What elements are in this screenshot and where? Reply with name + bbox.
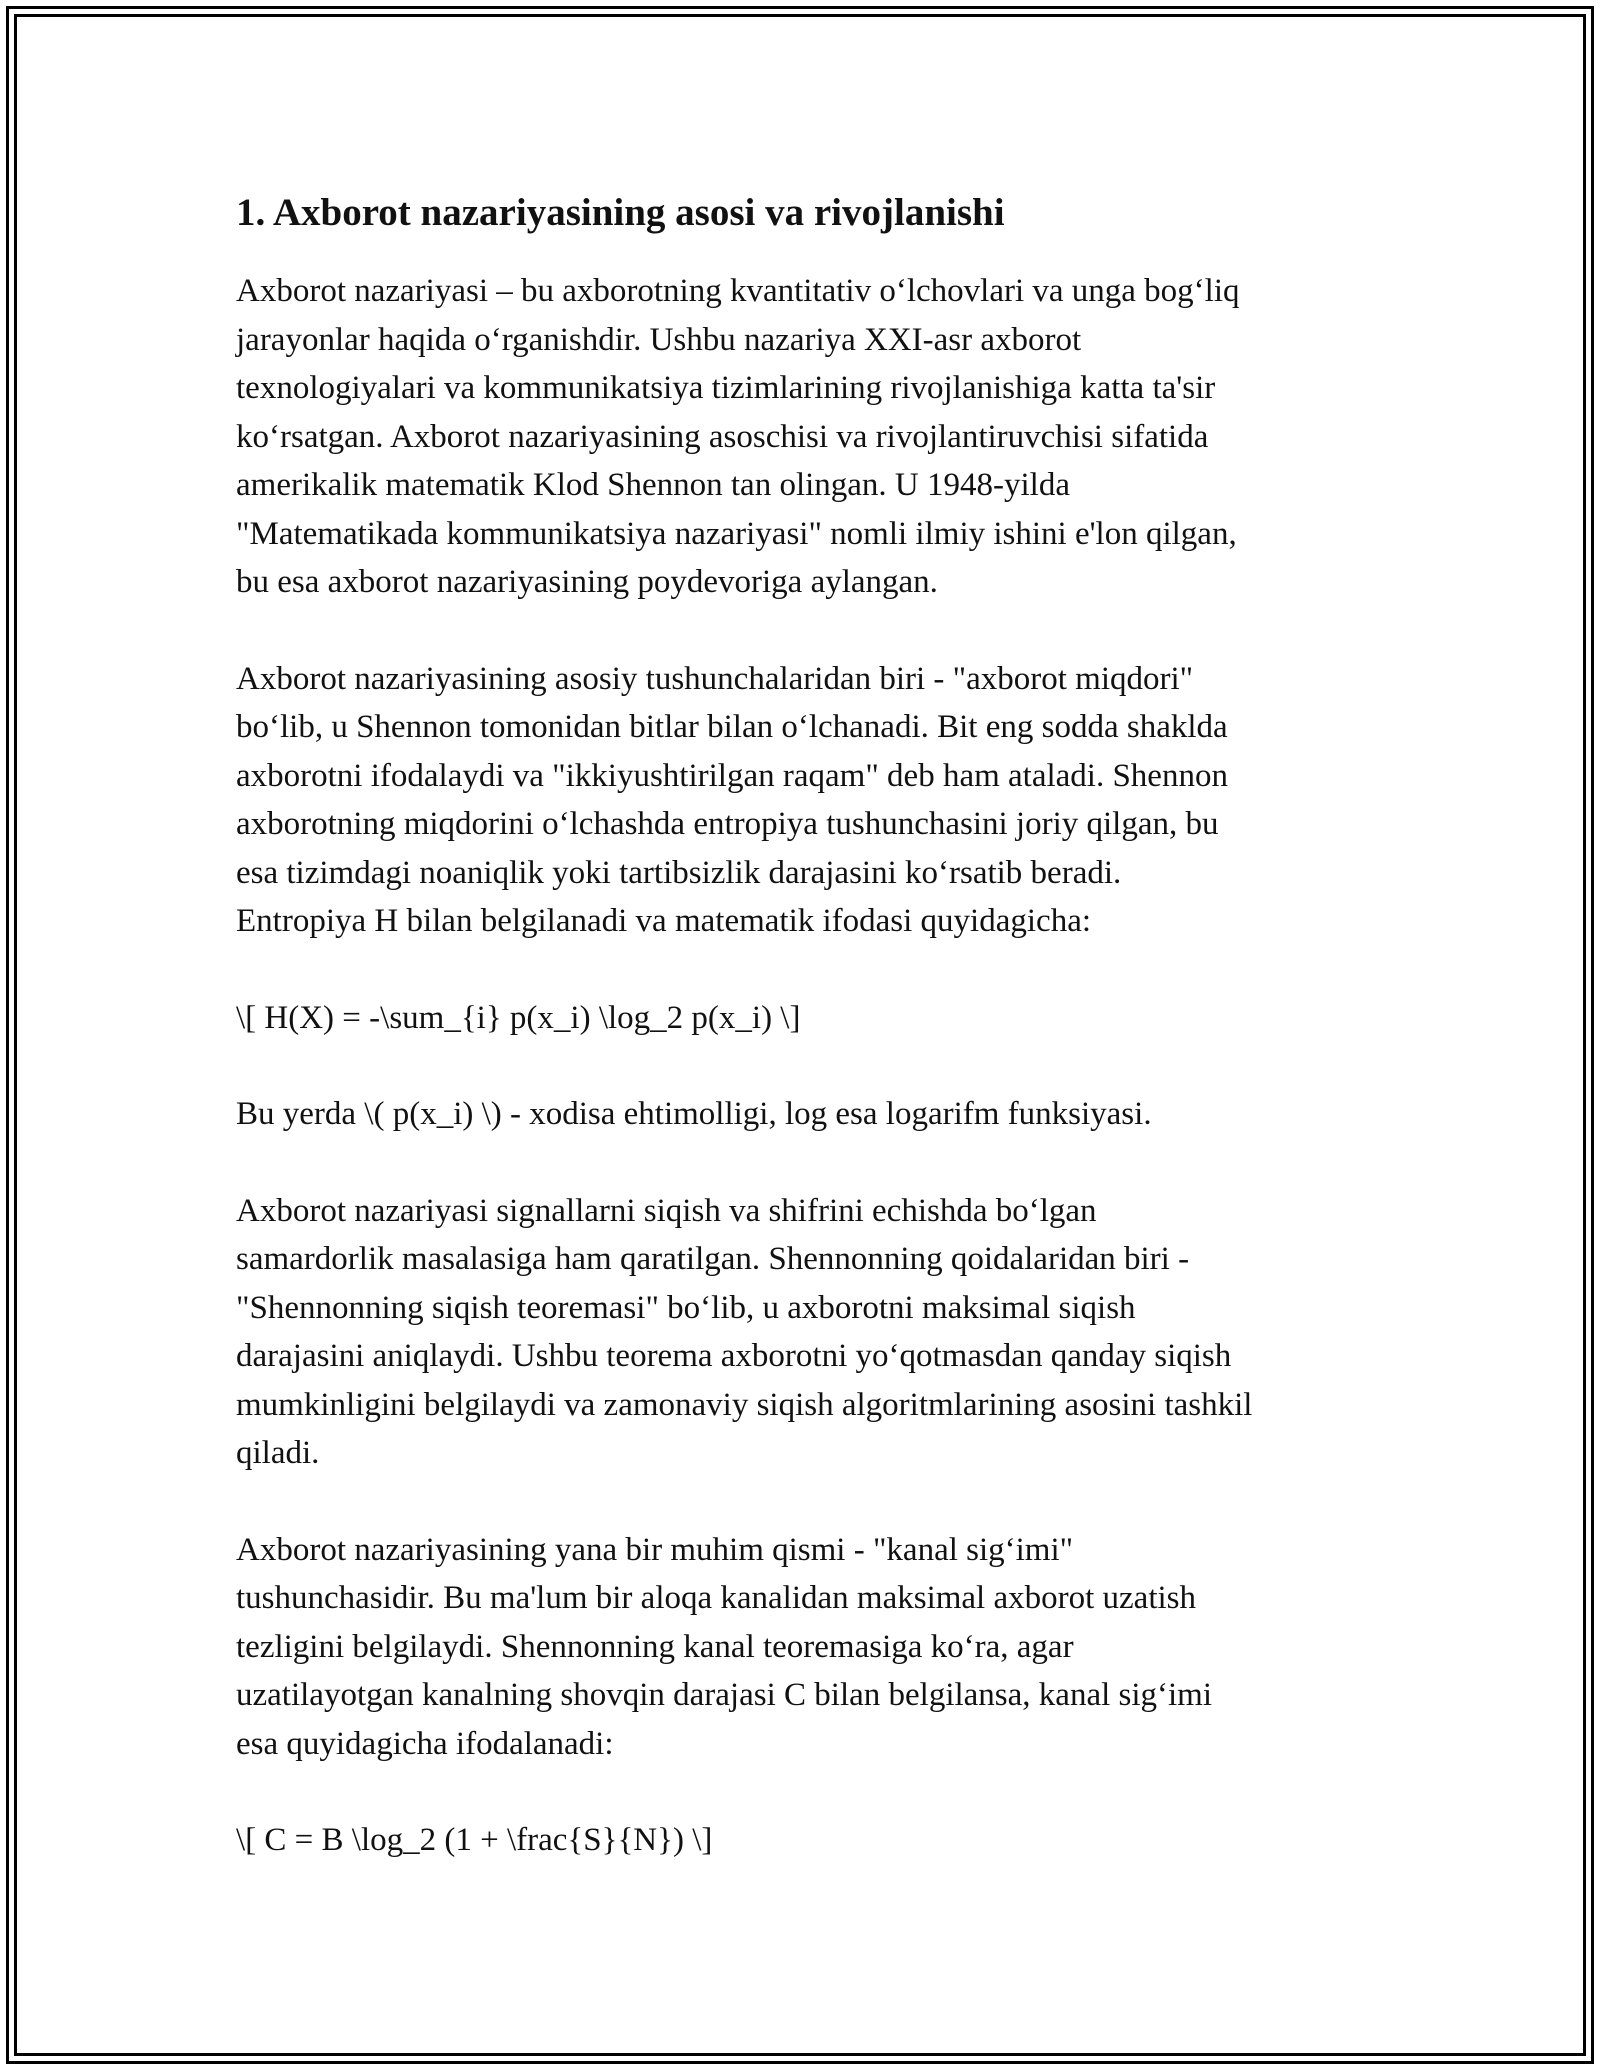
paragraph-entropy: Axborot nazariyasining asosiy tushunchalaridan biri - "axborot miqdori" bo‘lib, u Shennon tomonidan bitlar bilan o‘lchanadi. Bit eng sodda shakldа axborotni ifodalaydi va "ikkiyushtirilgan raqam" deb ham ataladi. Shennon axborotning miqdorini o‘lchashda entropiya tushunchasini joriy qilgan, bu esa tizimdagi noaniqlik yoki tartibsizlik darajasini ko‘rsatib beradi. Entropiya H bilan belgilanadi va matematik ifodasi quyidagicha:: [236, 660, 1228, 939]
section-heading: 1. Axborot nazariyasining asosi va rivojlanishi: [236, 191, 1005, 234]
paragraph-probability-note: Bu yerda \( p(x_i) \) - xodisa ehtimolligi, log esa logarifm funksiyasi.: [236, 1096, 1152, 1132]
paragraph-compression: Axborot nazariyasi signallarni siqish va shifrini echishda bo‘lgan samardorlik masalasiga ham qaratilgan. Shennonning qoidalaridan biri - "Shennonning siqish teoremasi" bo‘lib, u axborotni maksimal siqish darajasini aniqlaydi. Ushbu teorema axborotni yo‘qotmasdan qanday siqish mumkinligini belgilaydi va zamonaviy siqish algoritmlarining asosini tashkil qiladi.: [236, 1192, 1253, 1471]
entropy-formula: \[ H(X) = -\sum_{i} p(x_i) \log_2 p(x_i) \]: [236, 999, 801, 1036]
channel-capacity-formula: \[ C = B \log_2 (1 + \frac{S}{N}) \]: [236, 1822, 713, 1858]
paragraph-channel-capacity: Axborot nazariyasining yana bir muhim qismi - "kanal sig‘imi" tushunchasidir. Bu ma'lum bir aloqa kanalidan maksimal axborot uzatish tezligini belgilaydi. Shennonning kanal teoremasiga ko‘ra, agar uzatilayotgan kanalning shovqin darajasi C bilan belgilansa, kanal sig‘imi esa quyidagicha ifodalanadi:: [236, 1531, 1213, 1762]
paragraph-intro: Axborot nazariyasi – bu axborotning kvantitativ o‘lchovlari va unga bog‘liq jarayonlar haqida o‘rganishdir. Ushbu nazariya XXI-asr axborot texnologiyalari va kommunikatsiya tizimlarining rivojlanishiga katta ta'sir ko‘rsatgan. Axborot nazariyasining asoschisi va rivojlantiruvchisi sifatida amerikalik matematik Klod Shennon tan olingan. U 1948-yilda "Matematikada kommunikatsiya nazariyasi" nomli ilmiy ishini e'lon qilgan, bu esa axborot nazariyasining poydevoriga aylangan.: [236, 273, 1240, 600]
document-body: [236, 185, 1376, 1913]
